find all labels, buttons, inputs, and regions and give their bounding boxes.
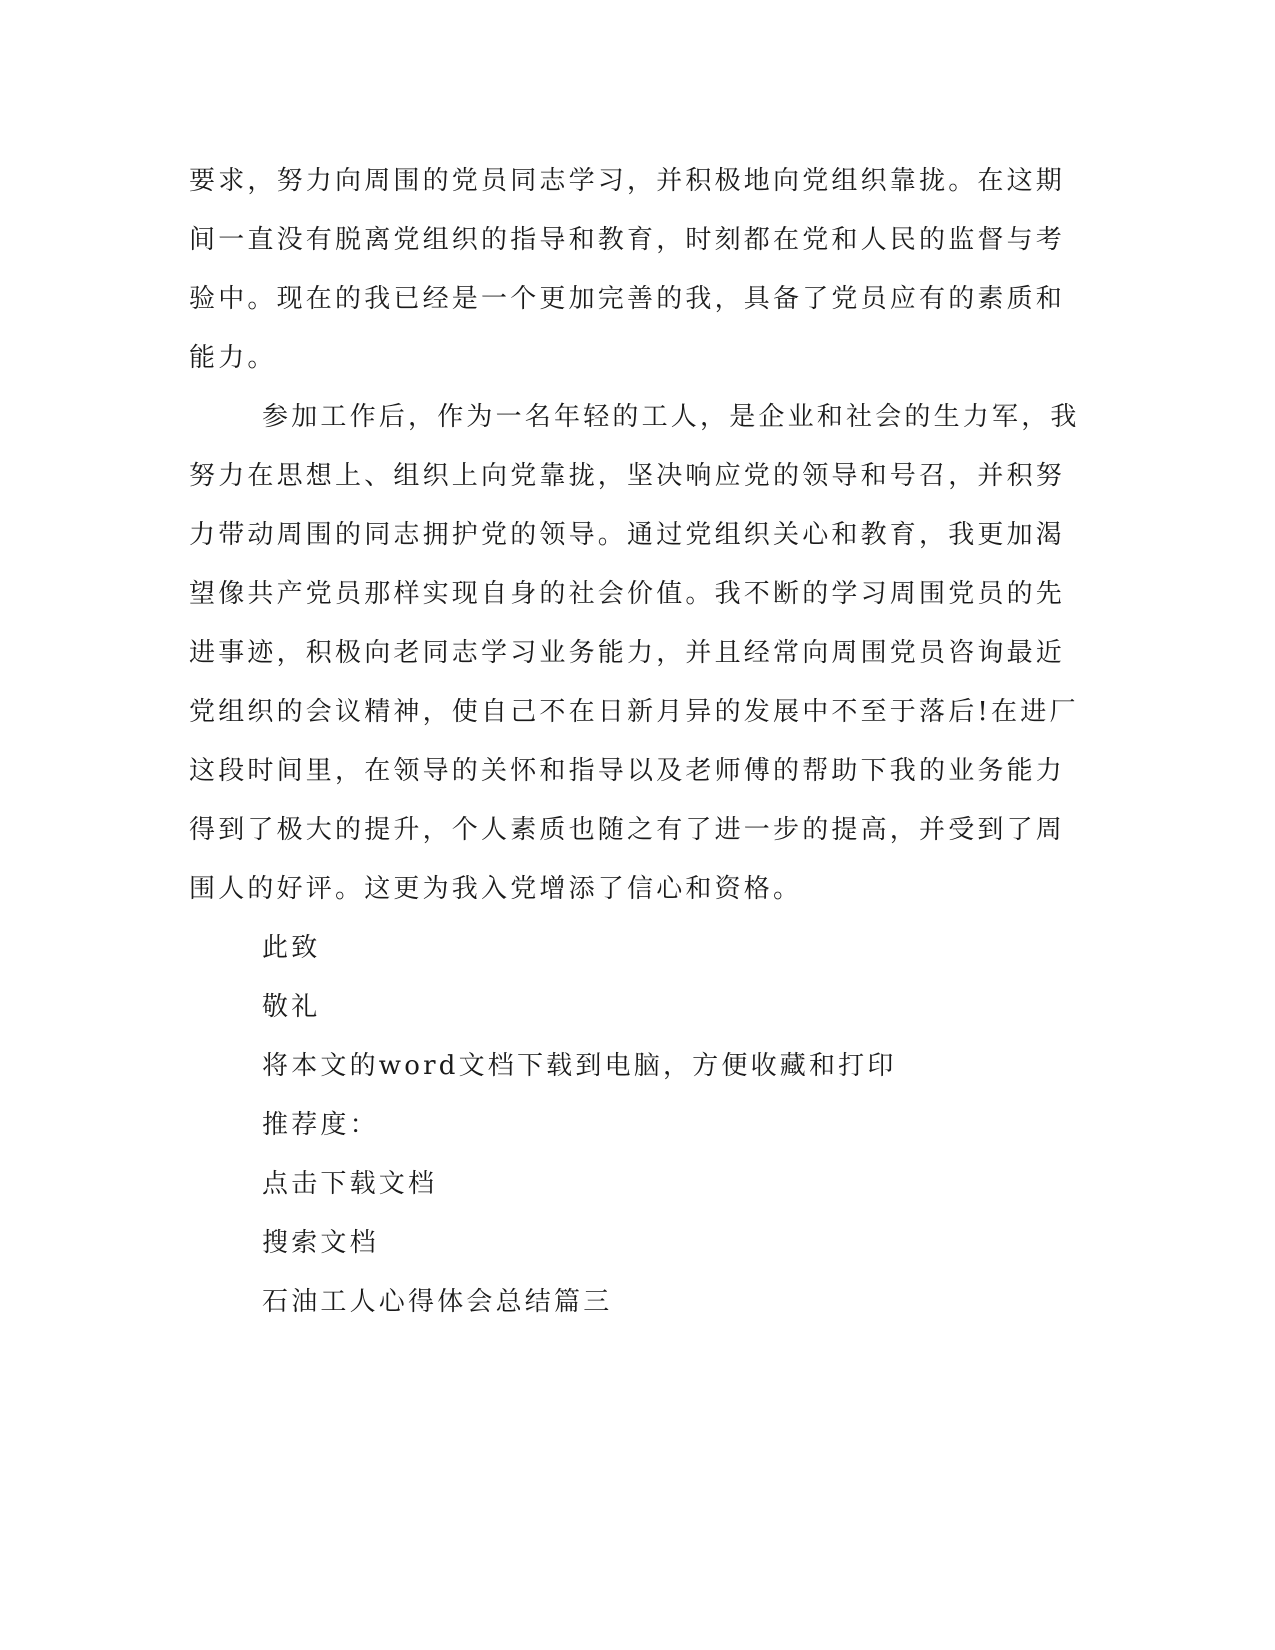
download-note: 将本文的word文档下载到电脑，方便收藏和打印 xyxy=(262,1051,897,1081)
search-document-link[interactable]: 搜索文档 xyxy=(262,1228,379,1258)
paragraph-2-line-3: 力带动周围的同志拥护党的领导。通过党组织关心和教育，我更加渴 xyxy=(189,520,1066,550)
paragraph-2-line-2: 努力在思想上、组织上向党靠拢，坚决响应党的领导和号召，并积努 xyxy=(189,461,1066,491)
paragraph-1-line-2: 间一直没有脱离党组织的指导和教育，时刻都在党和人民的监督与考 xyxy=(189,225,1066,255)
paragraph-1-line-1: 要求，努力向周围的党员同志学习，并积极地向党组织靠拢。在这期 xyxy=(189,166,1066,196)
paragraph-1-line-4: 能力。 xyxy=(189,343,277,373)
download-document-link[interactable]: 点击下载文档 xyxy=(262,1169,438,1199)
paragraph-2-line-8: 得到了极大的提升，个人素质也随之有了进一步的提高，并受到了周 xyxy=(189,815,1066,845)
closing-regards: 敬礼 xyxy=(262,992,321,1022)
paragraph-2-line-6: 党组织的会议精神，使自己不在日新月异的发展中不至于落后!在进厂 xyxy=(189,697,1079,727)
paragraph-2-line-4: 望像共产党员那样实现自身的社会价值。我不断的学习周围党员的先 xyxy=(189,579,1066,609)
next-article-title: 石油工人心得体会总结篇三 xyxy=(262,1287,613,1317)
recommendation-label: 推荐度： xyxy=(262,1110,379,1140)
paragraph-1-line-3: 验中。现在的我已经是一个更加完善的我，具备了党员应有的素质和 xyxy=(189,284,1066,314)
paragraph-2-line-7: 这段时间里，在领导的关怀和指导以及老师傅的帮助下我的业务能力 xyxy=(189,756,1066,786)
paragraph-2-line-5: 进事迹，积极向老同志学习业务能力，并且经常向周围党员咨询最近 xyxy=(189,638,1066,668)
paragraph-2-line-1: 参加工作后，作为一名年轻的工人，是企业和社会的生力军，我 xyxy=(262,402,1080,432)
closing-salutation: 此致 xyxy=(262,933,321,963)
paragraph-2-line-9: 围人的好评。这更为我入党增添了信心和资格。 xyxy=(189,874,803,904)
